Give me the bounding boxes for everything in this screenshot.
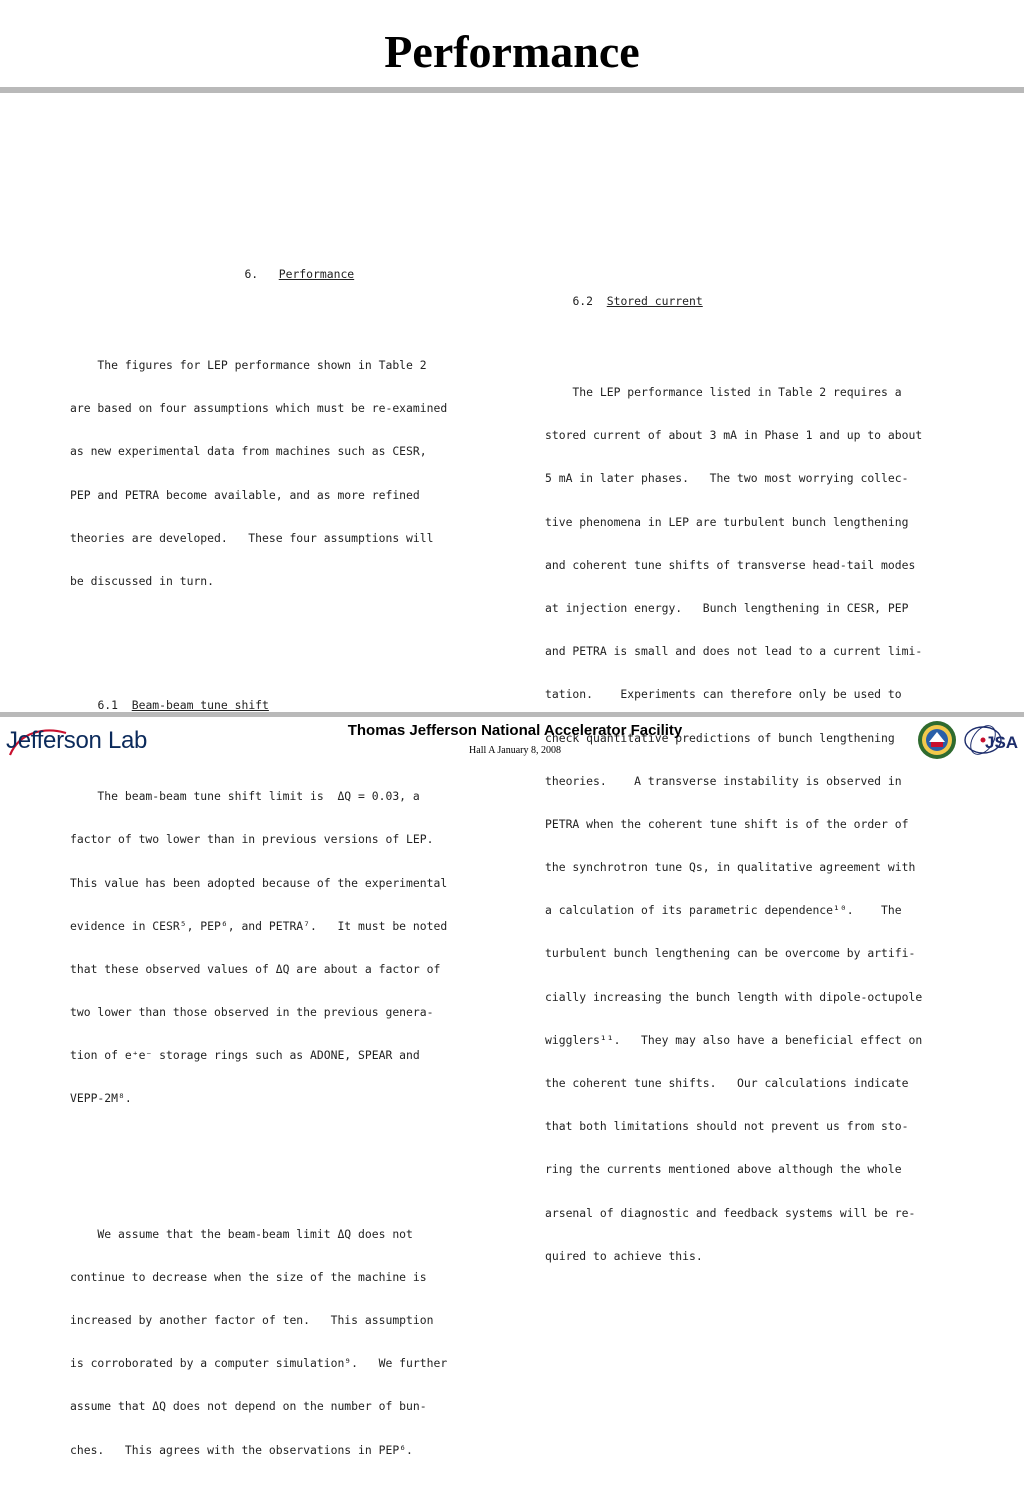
- text-line: tation. Experiments can therefore only be used to: [545, 687, 902, 702]
- beam-beam-paragraph-1: [70, 761, 480, 1135]
- text-line: that these observed values of ΔQ are about a factor of: [70, 961, 441, 976]
- title-divider: [0, 87, 1024, 93]
- stored-current-paragraph: [545, 357, 950, 1292]
- text-line: turbulent bunch lengthening can be overcome by artifi-: [545, 946, 916, 961]
- text-line: two lower than those observed in the previous genera-: [70, 1005, 434, 1020]
- text-line: The LEP performance listed in Table 2 requires a: [545, 385, 902, 399]
- text-line: theories. A transverse instability is observed in: [545, 773, 902, 788]
- text-line: This value has been adopted because of the experimental: [70, 875, 448, 890]
- text-line: continue to decrease when the size of the machine is: [70, 1269, 427, 1284]
- document-right-column: [545, 249, 950, 1306]
- text-line: as new experimental data from machines such as CESR,: [70, 444, 427, 459]
- intro-paragraph: [70, 330, 480, 617]
- text-line: quired to achieve this.: [545, 1248, 703, 1263]
- text-line: evidence in CESR⁵, PEP⁶, and PETRA⁷. It must be noted: [70, 918, 448, 933]
- document-left-column: [70, 222, 480, 1500]
- text-line: stored current of about 3 mA in Phase 1 and up to about: [545, 428, 923, 443]
- text-line: the synchrotron tune Qs, in qualitative agreement with: [545, 860, 916, 875]
- text-line: a calculation of its parametric dependence¹⁰. The: [545, 903, 902, 918]
- footer-center: [300, 721, 730, 758]
- section-6-1-heading: [70, 681, 480, 713]
- doe-seal-icon: [917, 720, 957, 760]
- section-title: Performance: [278, 267, 355, 281]
- section-title: Beam-beam tune shift: [131, 698, 269, 713]
- jsa-mark-icon: [961, 720, 1021, 762]
- text-line: PETRA when the coherent tune shift is of the order of: [545, 816, 909, 831]
- text-line: be discussed in turn.: [70, 573, 215, 588]
- text-line: VEPP-2M⁸.: [70, 1091, 132, 1106]
- section-number: 6.1: [97, 698, 119, 713]
- text-line: and PETRA is small and does not lead to a current limi-: [545, 644, 923, 659]
- text-line: that both limitations should not prevent us from sto-: [545, 1119, 909, 1134]
- beam-beam-paragraph-2: [70, 1199, 480, 1486]
- text-line: theories are developed. These four assumptions will: [70, 530, 434, 545]
- text-line: ring the currents mentioned above although the whole: [545, 1162, 902, 1177]
- organization-name: Thomas Jefferson National Accelerator Facility: [347, 722, 683, 739]
- text-line: cially increasing the bunch length with dipole-octupole: [545, 989, 923, 1004]
- text-line: arsenal of diagnostic and feedback systems will be re-: [545, 1205, 916, 1220]
- text-line: tive phenomena in LEP are turbulent bunch lengthening: [545, 514, 909, 529]
- text-line: tion of e⁺e⁻ storage rings such as ADONE, SPEAR and: [70, 1048, 420, 1063]
- footer-divider: [0, 712, 1024, 717]
- section-title: Stored current: [606, 294, 703, 308]
- text-line: assume that ΔQ does not depend on the number of bun-: [70, 1399, 427, 1414]
- text-line: ches. This agrees with the observations in PEP⁶.: [70, 1442, 413, 1457]
- section-6-heading: [70, 250, 480, 281]
- section-number: 6.: [244, 267, 259, 281]
- slide-title: Performance: [384, 26, 640, 77]
- footer-date: Hall A January 8, 2008: [469, 745, 561, 756]
- text-line: PEP and PETRA become available, and as more refined: [70, 487, 420, 502]
- section-number: 6.2: [572, 294, 594, 308]
- text-line: The beam-beam tune shift limit is ΔQ = 0.03, a: [70, 789, 420, 804]
- text-line: the coherent tune shifts. Our calculations indicate: [545, 1076, 909, 1090]
- text-line: check quantitative predictions of bunch lengthening: [545, 730, 895, 745]
- text-line: and coherent tune shifts of transverse head-tail modes: [545, 557, 916, 572]
- text-line: 5 mA in later phases. The two most worrying collec-: [545, 471, 909, 486]
- text-line: factor of two lower than in previous versions of LEP.: [70, 832, 434, 847]
- text-line: is corroborated by a computer simulation⁹. We further: [70, 1356, 448, 1371]
- section-6-2-heading: [545, 277, 950, 308]
- text-line: increased by another factor of ten. This assumption: [70, 1313, 434, 1327]
- text-line: We assume that the beam-beam limit ΔQ does not: [70, 1226, 413, 1241]
- jsa-logo: [961, 720, 1021, 762]
- text-line: are based on four assumptions which must be re-examined: [70, 401, 448, 416]
- text-line: at injection energy. Bunch lengthening in CESR, PEP: [545, 600, 909, 615]
- jsa-text: JSA: [985, 733, 1019, 752]
- logo-text: Jefferson Lab: [6, 727, 148, 754]
- text-line: The figures for LEP performance shown in Table 2: [70, 358, 427, 372]
- jefferson-lab-logo: [6, 725, 166, 761]
- text-line: wigglers¹¹. They may also have a beneficial effect on: [545, 1032, 923, 1047]
